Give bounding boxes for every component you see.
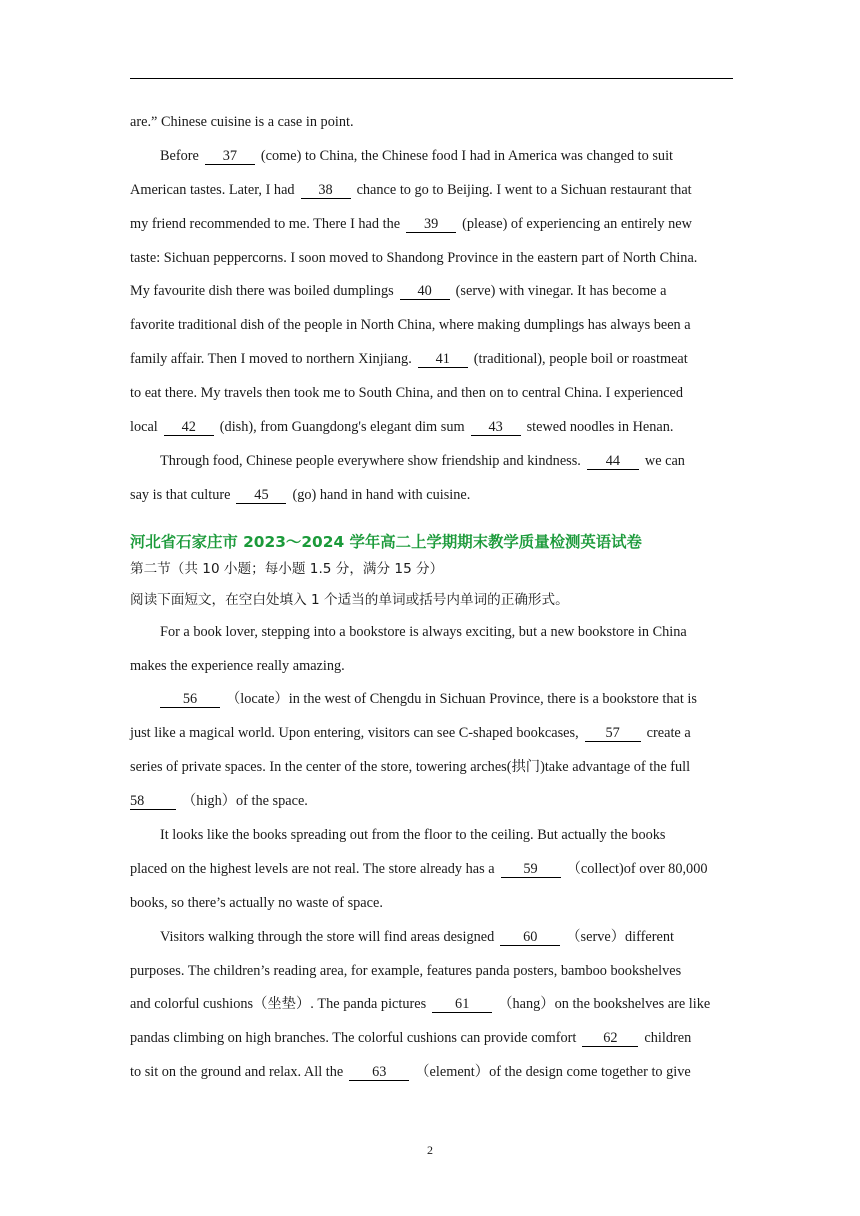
paragraph-line: just like a magical world. Upon entering, visitors can see C-shaped bookcases, 57 create a — [130, 725, 691, 742]
blank-40: 40 — [400, 283, 450, 300]
paragraph-line: Through food, Chinese people everywhere show friendship and kindness. 44 we can — [160, 452, 685, 469]
paragraph-line: local 42 (dish), from Guangdong's elegant dim sum 43 stewed noodles in Henan. — [130, 419, 674, 436]
blank-38: 38 — [301, 182, 351, 199]
paragraph-line: taste: Sichuan peppercorns. I soon moved to Shandong Province in the eastern part of North China. — [130, 249, 698, 266]
blank-57: 57 — [585, 725, 641, 742]
section-title: 河北省石家庄市 2023～2024 学年高二上学期期末教学质量检测英语试卷 — [130, 532, 642, 551]
blank-63: 63 — [349, 1064, 409, 1081]
section-subtitle: 第二节（共 10 小题；每小题 1.5 分，满分 15 分） — [130, 560, 444, 577]
blank-37: 37 — [205, 148, 255, 165]
paragraph-line: my friend recommended to me. There I had the 39 (please) of experiencing an entirely new — [130, 215, 692, 232]
paragraph-line: and colorful cushions（坐垫）. The panda pictures 61 （hang）on the bookshelves are like — [130, 996, 711, 1013]
paragraph-line: For a book lover, stepping into a bookstore is always exciting, but a new bookstore in China — [160, 623, 687, 640]
paragraph-line: to sit on the ground and relax. All the 63 （element）of the design come together to give — [130, 1064, 691, 1081]
blank-60: 60 — [500, 929, 560, 946]
paragraph-line: favorite traditional dish of the people in North China, where making dumplings has always been a — [130, 317, 691, 334]
blank-58: 58 — [130, 793, 176, 810]
paragraph-line: pandas climbing on high branches. The colorful cushions can provide comfort 62 children — [130, 1030, 692, 1047]
paragraph-line: are.” Chinese cuisine is a case in point. — [130, 114, 354, 130]
blank-44: 44 — [587, 453, 639, 470]
paragraph-line: series of private spaces. In the center of the store, towering arches(拱门)take advantage of the full — [130, 759, 691, 776]
paragraph-line: placed on the highest levels are not real. The store already has a 59 （collect)of over 80,000 — [130, 860, 708, 877]
blank-56: 56 — [160, 691, 220, 708]
blank-43: 43 — [471, 419, 521, 436]
paragraph-line: family affair. Then I moved to northern Xinjiang. 41 (traditional), people boil or roastmeat — [130, 351, 688, 368]
paragraph-line: It looks like the books spreading out from the floor to the ceiling. But actually the books — [160, 827, 666, 844]
paragraph-line: American tastes. Later, I had 38 chance to go to Beijing. I went to a Sichuan restaurant that — [130, 181, 692, 198]
paragraph-line: My favourite dish there was boiled dumplings 40 (serve) with vinegar. It has become a — [130, 283, 667, 300]
blank-59: 59 — [501, 861, 561, 878]
paragraph-line: to eat there. My travels then took me to South China, and then on to central China. I experienced — [130, 385, 684, 402]
paragraph-line: 56 （locate）in the west of Chengdu in Sichuan Province, there is a bookstore that is — [130, 687, 736, 721]
blank-39: 39 — [406, 216, 456, 233]
paragraph-line: makes the experience really amazing. — [130, 657, 345, 674]
blank-62: 62 — [582, 1030, 638, 1047]
blank-41: 41 — [418, 351, 468, 368]
paragraph-line: purposes. The children’s reading area, for example, features panda posters, bamboo bookshelves — [130, 962, 682, 979]
paragraph-line: Before 37 (come) to China, the Chinese food I had in America was changed to suit — [160, 147, 674, 164]
section-instruction: 阅读下面短文，在空白处填入 1 个适当的单词或括号内单词的正确形式。 — [130, 591, 569, 608]
blank-45: 45 — [236, 487, 286, 504]
paragraph-line: Visitors walking through the store will find areas designed 60 （serve）different — [160, 928, 674, 945]
paragraph-line: 58 （high）of the space. — [130, 793, 308, 810]
blank-61: 61 — [432, 996, 492, 1013]
paragraph-line: books, so there’s actually no waste of space. — [130, 894, 383, 911]
blank-42: 42 — [164, 419, 214, 436]
paragraph-line: say is that culture 45 (go) hand in hand with cuisine. — [130, 486, 471, 503]
header-rule — [130, 78, 733, 79]
page-number: 2 — [427, 1143, 433, 1157]
document-body — [130, 110, 736, 1094]
